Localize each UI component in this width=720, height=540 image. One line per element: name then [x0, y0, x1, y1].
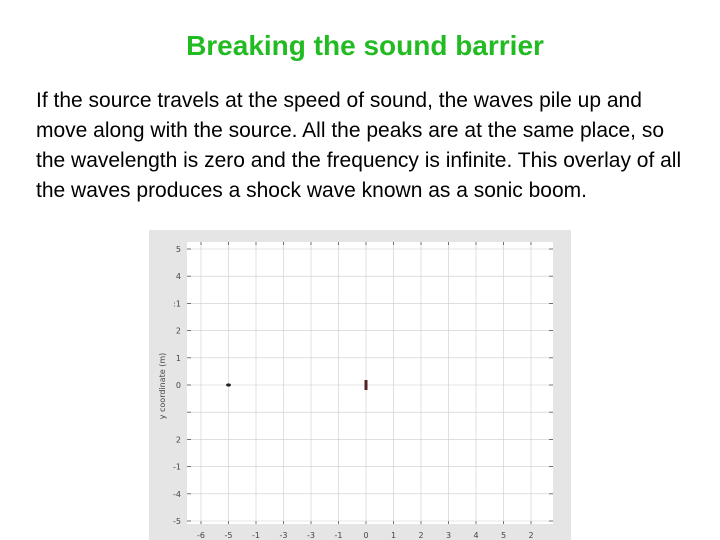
x-tick-label: -1 [252, 531, 260, 540]
y-tick-label: :1 [173, 299, 181, 309]
y-axis-label: y coordinate (m) [158, 352, 167, 420]
x-tick-label: 4 [473, 531, 479, 540]
x-tick-label: 3 [445, 531, 452, 540]
x-tick-label: 5 [500, 531, 507, 540]
y-tick-label: -1 [173, 462, 181, 472]
y-tick-label: -4 [173, 489, 181, 499]
x-tick-label: 2 [528, 531, 534, 540]
wave-plot [149, 230, 571, 540]
y-tick-label: 0 [175, 381, 181, 390]
y-tick-label: -5 [173, 517, 181, 526]
x-tick-label: 1 [390, 531, 397, 540]
slide-title: Breaking the sound barrier [186, 30, 544, 61]
x-tick-label: -3 [307, 531, 315, 540]
x-tick-label: 2 [418, 531, 424, 540]
x-tick-label: 0 [363, 531, 369, 540]
y-tick-label: 1 [175, 353, 181, 363]
x-tick-label: -3 [279, 531, 288, 540]
x-tick-label: -5 [224, 531, 233, 540]
wave-point-marker [226, 383, 231, 386]
source-marker [365, 380, 368, 390]
y-tick-label: 2 [175, 435, 181, 445]
y-tick-label: 4 [175, 272, 181, 282]
y-tick-label: 5 [175, 245, 181, 254]
y-tick-label: 2 [175, 326, 181, 336]
x-tick-label: -1 [334, 531, 343, 540]
plot-area [187, 242, 553, 524]
wave-plot-figure [149, 230, 571, 540]
slide-body-text: If the source travels at the speed of sound, the waves pile up and move along with the source. All the peaks are at the same place, so the wavelength is zero and the frequency is infinite. This overlay of all the waves produces a shock wave known as a sonic boom. [36, 89, 682, 202]
x-tick-label: -6 [197, 531, 205, 540]
